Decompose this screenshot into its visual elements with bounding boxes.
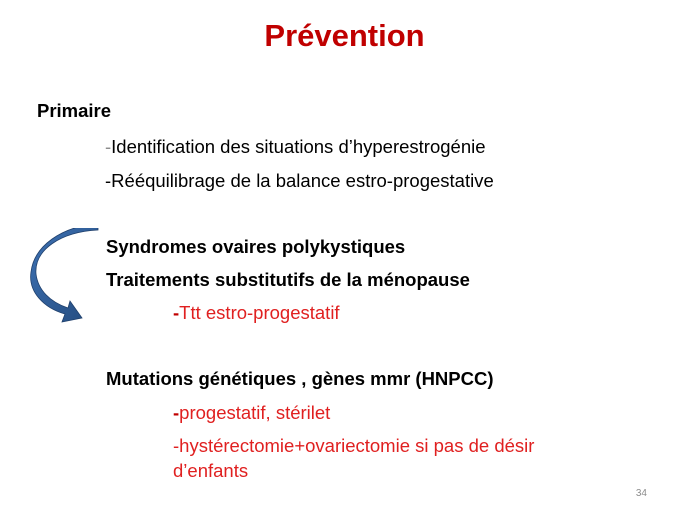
- hysterectomie-line-2: d’enfants: [173, 460, 249, 481]
- ttt-dash: -: [173, 302, 180, 323]
- primaire-item-2: [105, 168, 494, 194]
- progestatif-dash: -: [173, 402, 180, 423]
- page-number: 34: [635, 488, 647, 499]
- hysterectomie-line-1: -hystérectomie+ovariectomie si pas de désir: [173, 435, 535, 456]
- primaire-item-2-text: Rééquilibrage de la balance estro-progestative: [111, 170, 494, 191]
- mutations-genetiques: Mutations génétiques , gènes mmr (HNPCC): [106, 368, 494, 389]
- traitements-substitutifs: Traitements substitutifs de la ménopause: [106, 269, 470, 290]
- primaire-item-1: [105, 134, 486, 160]
- ttt-estro-progestatif: [173, 300, 340, 326]
- progestatif-sterilet: [173, 400, 330, 426]
- syndromes-ovaires: Syndromes ovaires polykystiques: [106, 236, 406, 257]
- primaire-item-1-dash: -: [105, 136, 112, 157]
- primaire-heading: Primaire: [37, 100, 112, 121]
- ttt-text: Ttt estro-progestatif: [179, 302, 340, 323]
- progestatif-text: progestatif, stérilet: [179, 402, 331, 423]
- slide-title: Prévention: [264, 18, 425, 53]
- primaire-item-1-text: Identification des situations d’hyperestrogénie: [111, 136, 486, 157]
- primaire-item-2-dash: -: [105, 170, 112, 191]
